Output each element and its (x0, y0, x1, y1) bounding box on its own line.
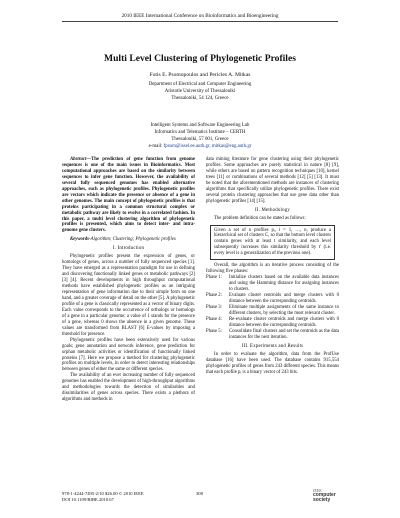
phase-text: Consolidate final clusters and set the centroids as the data instances for the next iteration. (229, 328, 339, 340)
intro-paragraph-2: Phylogenetic profiles have been extensively used for various goals; gene annotation and network inference, gene prediction for orphan metabolic activities or identification of functionally linked proteins [7]. Here we propose a method for clustering phylogenetic profiles on multiple levels, in order to detect interesting relationships between genes of either the same or different species. (62, 337, 195, 373)
phase-text: Eliminate multiple assignments of the same instance to different clusters, by selecting the most relevant cluster. (229, 304, 339, 316)
conference-header: 2010 IEEE International Conference on Bioinformatics and Bioengineering (121, 13, 279, 19)
footer-doi: DOI 10.1109/BIBE.2010.67 (62, 496, 114, 502)
overall-paragraph: Overall, the algorithm is an iterative process consisting of the following five phases: (206, 263, 339, 275)
intro-paragraph-3: The availability of an ever increasing number of fully sequenced genomes has enabled the development of high-throughput algorithms and methodologies towards the detection of similarities and dissimilarities of genes across species. There exists a plethora of algorithms and methods in (62, 373, 195, 403)
problem-intro: The problem definition can be stated as follows: (214, 215, 306, 221)
abstract-label: Abstract— (70, 157, 92, 162)
header-rule (62, 21, 338, 22)
logo-cs-text (313, 493, 336, 502)
phase-label: Phase 5: (206, 328, 222, 334)
phase-item (206, 329, 339, 341)
affiliation-2-line-3: Thessaloniki, 57 001, Greece (171, 137, 229, 142)
phase-label: Phase 1: (206, 275, 222, 281)
phase-list (206, 275, 339, 340)
section-heading-methodology: II. Methodology (254, 207, 291, 213)
phase-text: Initialize clusters based on the available data instances and using the Hamming distance for assigning instances to clusters. (229, 275, 339, 293)
email-link[interactable]: fpsom@issel.ee.auth.gr, mitkas@eng.auth.gr (163, 144, 252, 149)
ieee-computer-society-logo (313, 488, 339, 502)
logo-line-2: society (313, 496, 331, 503)
affiliation-2-line-1: Intelligent Systems and Software Engineering Lab (150, 123, 250, 128)
phase-item (206, 305, 339, 317)
problem-definition-box: Given a set of n profiles pᵢ, i = 1, …, n, produce a hierarchical set of clusters C, so that the bottom level clusters contain genes with at least t similarity, and each level subsequently increases this similarity threshold by t′ (i.e. every level is a generalization of the previous one). (210, 225, 335, 261)
affiliation-2-line-2: Informatics and Telematics Institute – CERTH (154, 130, 246, 135)
phase-label: Phase 3: (206, 304, 222, 310)
affiliation-1 (0, 81, 400, 102)
phase-item (206, 317, 339, 329)
affiliation-1-line-1: Department of Electrical and Computer Engineering (148, 82, 252, 87)
related-work-paragraph: data mining literature for gene clustering using their phylogenetic profiles. Some approaches are purely statistical in nature [8] [9], while others are based on pattern recognition techniques [10], kernel trees [11] or combinations of several methods [12] [5] [13]. It must be noted that the aforementioned methods are instances of clustering algorithms that specifically utilize phylogenetic profiles. There exist several protein clustering approaches that use gene data other than phylogenetic profiles [14] [15]. (206, 157, 339, 204)
phase-text: Evaluate cluster centroids and merge clusters with 0 distance between the corresponding centroids. (229, 293, 339, 305)
phase-label: Phase 4: (206, 316, 222, 322)
keywords-text: Algorithm; Clustering; Phylogenetic profiles (90, 237, 176, 243)
phase-text: Re-evaluate cluster centroids and merge clusters with 0 distance between the corresponding centroids. (229, 316, 339, 328)
left-column (62, 157, 195, 403)
phase-item (206, 275, 339, 293)
section-heading-introduction: I. Introduction (112, 246, 145, 252)
intro-paragraph-1: Phylogenetic profiles present the expression of genes, or homologs of genes, across a number of fully sequenced species [1]. They have emerged as a representation paradigm for use in defining and discovering functionally linked genes or metabolic pathways [2] [3] [4]. Recent developments in high throughput computational methods have established phylogenetic profiles as an intriguing representation of gene information due to their simple form on one hand, and a greater coverage of detail on the other [5]. A phylogenetic profile of a gene is classically represented as a vector of binary digits. Each value corresponds to the occurrence of orthologs or homologs of a gene in a particular genome; a value of 1 stands for the presence of a gene, whereas 0 shows the absence in a given genome. These values are transformed from BLAST [6] E-values by imposing a threshold for presence. (62, 254, 195, 337)
email-label: e-mail: (148, 144, 163, 149)
abstract-text: The prediction of gene function from genome sequences is one of the main issues in Bioinformatics. Most computational approaches are based on the similarity between sequences to infer gene function. However, the availability of several fully sequenced genomes has enabled alternative approaches, such as phylogenetic profiles. Phylogenetic profiles are vectors which indicate the presence or absence of a gene in other genomes. The main concept of phylogenetic profiles is that proteins participating in a common structural complex or metabolic pathway are likely to evolve in a correlated fashion. In this paper, a multi level clustering algorithm of phylogenetic profiles is presented, which aims to detect inter- and intra-genome gene clusters. (62, 157, 195, 234)
phase-label: Phase 2: (206, 293, 222, 299)
phase-item (206, 293, 339, 305)
footer-isbn: 978-1-4244-7495-2/10 $26.00 © 2010 IEEE (62, 491, 144, 496)
abstract (62, 157, 195, 234)
affiliation-2 (0, 122, 400, 150)
affiliation-1-line-2: Aristotle University of Thessaloniki (164, 89, 236, 94)
footer-left (62, 491, 144, 503)
logo-ieee-text: IEEE (313, 488, 322, 493)
email-line (0, 143, 400, 150)
right-column (206, 157, 339, 375)
paper-authors: Fotis E. Psomopoulos and Pericles A. Mitkas (149, 72, 251, 78)
logo-line-1: computer (313, 492, 336, 498)
experiments-paragraph: In order to evaluate the algorithm, data from the ProfUse database [16] have been used. The database contains 915,554 phylogenetic profiles of genes from 243 different species. This means that each profile pᵢ is a binary vector of 243 bits. (206, 351, 339, 375)
keywords (62, 237, 195, 243)
section-heading-experiments: III. Experiments and Results (241, 343, 304, 349)
keywords-label: Keywords- (70, 237, 91, 243)
affiliation-1-line-3: Thessaloniki, 54 124, Greece (171, 96, 229, 101)
page-number: 308 (196, 491, 203, 496)
paper-title: Multi Level Clustering of Phylogenetic Profiles (104, 53, 296, 64)
